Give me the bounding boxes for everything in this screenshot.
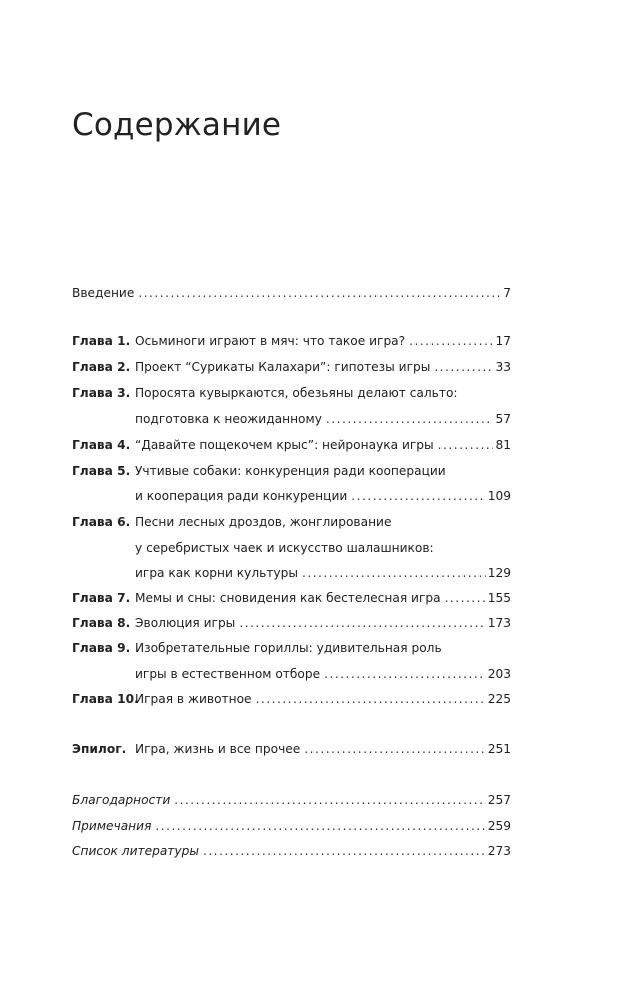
page-number: 257 xyxy=(487,793,511,807)
chapter-label: Глава 1. xyxy=(72,334,131,348)
toc-line xyxy=(72,840,511,862)
dot-leader xyxy=(324,663,486,685)
toc-entry xyxy=(72,840,511,862)
toc-line xyxy=(135,562,511,584)
toc-entry xyxy=(72,460,511,482)
page-title: Содержание xyxy=(72,107,282,143)
page-number: 33 xyxy=(495,360,511,374)
entry-title: Благодарности xyxy=(72,793,171,807)
page-number: 155 xyxy=(487,591,511,605)
entry-title: игры в естественном отборе xyxy=(135,667,321,681)
entry-title: у серебристых чаек и искусство шалашников: xyxy=(135,541,434,555)
page-number: 251 xyxy=(487,742,511,756)
chapter-label: Глава 9. xyxy=(72,641,131,655)
toc-entry xyxy=(72,356,511,378)
dot-leader xyxy=(302,562,486,584)
chapter-label: Глава 8. xyxy=(72,616,131,630)
entry-title: подготовка к неожиданному xyxy=(135,412,322,426)
toc-line xyxy=(135,663,511,685)
toc-line xyxy=(135,408,511,430)
toc-line xyxy=(135,485,511,507)
dot-leader xyxy=(351,485,485,507)
entry-title: Эволюция игры xyxy=(135,616,236,630)
page-number: 81 xyxy=(495,438,511,452)
entry-title: Введение xyxy=(72,286,135,300)
toc-entry xyxy=(72,382,511,404)
toc-line xyxy=(135,460,511,482)
entry-title: Мемы и сны: сновидения как бестелесная игра xyxy=(135,591,441,605)
dot-leader xyxy=(304,738,485,760)
toc-entry xyxy=(72,330,511,352)
chapter-label: Глава 7. xyxy=(72,591,131,605)
toc-entry xyxy=(72,282,511,304)
page-number: 259 xyxy=(487,819,511,833)
toc-entry xyxy=(72,485,511,507)
entry-title: Примечания xyxy=(72,819,152,833)
dot-leader xyxy=(138,282,501,304)
toc-entry xyxy=(72,789,511,811)
dot-leader xyxy=(174,789,485,811)
toc-line xyxy=(135,356,511,378)
page-number: 17 xyxy=(495,334,511,348)
entry-title: Поросята кувыркаются, обезьяны делают сальто: xyxy=(135,386,458,400)
toc-line xyxy=(135,587,511,609)
toc-entry xyxy=(72,637,511,659)
entry-title: Игра, жизнь и все прочее xyxy=(135,742,301,756)
page-number: 203 xyxy=(487,667,511,681)
toc-line xyxy=(135,738,511,760)
toc-entry xyxy=(72,738,511,760)
toc-entry xyxy=(72,434,511,456)
entry-title: Учтивые собаки: конкуренция ради кооперации xyxy=(135,464,446,478)
toc-entry xyxy=(72,537,511,559)
entry-title: и кооперация ради конкуренции xyxy=(135,489,348,503)
toc-entry xyxy=(72,562,511,584)
toc-entry xyxy=(72,587,511,609)
page-number: 7 xyxy=(503,286,511,300)
dot-leader xyxy=(326,408,494,430)
toc-line xyxy=(135,637,511,659)
chapter-label: Глава 5. xyxy=(72,464,131,478)
entry-title: игра как корни культуры xyxy=(135,566,299,580)
page-number: 129 xyxy=(487,566,511,580)
toc-line xyxy=(135,511,511,533)
toc-line xyxy=(135,434,511,456)
page-number: 173 xyxy=(487,616,511,630)
toc-line xyxy=(135,612,511,634)
entry-title: Играя в животное xyxy=(135,692,252,706)
chapter-label: Глава 2. xyxy=(72,360,131,374)
dot-leader xyxy=(155,815,485,837)
toc-line xyxy=(72,815,511,837)
dot-leader xyxy=(239,612,485,634)
chapter-label: Глава 6. xyxy=(72,515,131,529)
page-number: 225 xyxy=(487,692,511,706)
dot-leader xyxy=(445,587,486,609)
toc-line xyxy=(135,382,511,404)
dot-leader xyxy=(203,840,486,862)
dot-leader xyxy=(438,434,494,456)
toc-entry xyxy=(72,408,511,430)
entry-title: Список литературы xyxy=(72,844,199,858)
toc-entry xyxy=(72,612,511,634)
toc-entry xyxy=(72,815,511,837)
page-number: 57 xyxy=(495,412,511,426)
chapter-label: Глава 4. xyxy=(72,438,131,452)
toc-line xyxy=(72,789,511,811)
toc-entry xyxy=(72,511,511,533)
chapter-label: Глава 10. xyxy=(72,692,139,706)
toc-line xyxy=(72,282,511,304)
dot-leader xyxy=(434,356,493,378)
dot-leader xyxy=(256,688,486,710)
entry-title: Проект “Сурикаты Калахари”: гипотезы игры xyxy=(135,360,431,374)
toc-entry xyxy=(72,663,511,685)
page-number: 273 xyxy=(487,844,511,858)
page-number: 109 xyxy=(487,489,511,503)
entry-title: Изобретательные гориллы: удивительная роль xyxy=(135,641,442,655)
toc-entry xyxy=(72,688,511,710)
chapter-label: Глава 3. xyxy=(72,386,131,400)
entry-title: Осьминоги играют в мяч: что такое игра? xyxy=(135,334,406,348)
chapter-label: Эпилог. xyxy=(72,742,127,756)
entry-title: Песни лесных дроздов, жонглирование xyxy=(135,515,392,529)
toc-line xyxy=(135,330,511,352)
toc-line xyxy=(135,537,511,559)
entry-title: “Давайте пощекочем крыс”: нейронаука игры xyxy=(135,438,434,452)
toc-line xyxy=(135,688,511,710)
dot-leader xyxy=(409,330,493,352)
